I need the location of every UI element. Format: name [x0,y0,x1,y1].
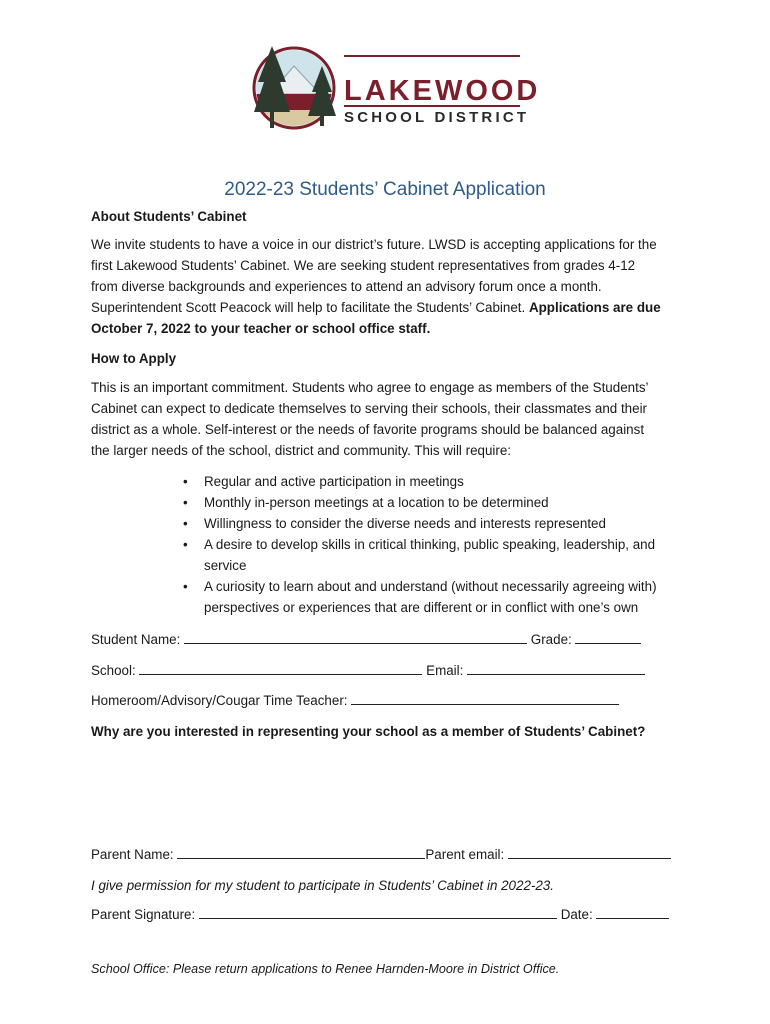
about-line: We invite students to have a voice in our district’s future. LWSD is accepting applications for the [91,237,657,252]
student-name-row [91,630,641,647]
student-name-label: Student Name: [91,632,181,647]
requirements-list [183,471,683,618]
teacher-row [91,691,619,708]
page-title: 2022-23 Students’ Cabinet Application [224,179,546,200]
list-item: • Willingness to consider the diverse needs and interests represented [183,513,683,534]
how-line: district as a whole. Self-interest or the needs of favorite programs should be balanced against [91,422,645,437]
parent-name-row [91,845,671,862]
parent-name-label: Parent Name: [91,847,174,862]
email-label: Email: [426,663,464,678]
grade-field[interactable] [575,630,641,644]
parent-signature-label: Parent Signature: [91,907,196,922]
interest-question: Why are you interested in representing your school as a member of Students’ Cabinet? [91,724,646,739]
parent-signature-field[interactable] [199,905,557,919]
email-field[interactable] [467,661,645,675]
school-field[interactable] [139,661,422,675]
teacher-label: Homeroom/Advisory/Cougar Time Teacher: [91,693,348,708]
parent-email-label: Parent email: [425,847,505,862]
about-line: Superintendent Scott Peacock will help to facilitate the Students’ Cabinet. [91,300,526,315]
list-item: • Monthly in-person meetings at a location to be determined [183,492,683,513]
interest-answer-area[interactable] [91,746,681,838]
about-heading: About Students’ Cabinet [91,209,247,224]
logo-subtitle: SCHOOL DISTRICT [344,109,530,126]
footer-note: School Office: Please return applications to Renee Harnden-Moore in District Office. [91,962,560,976]
student-name-field[interactable] [184,630,527,644]
list-item: • A desire to develop skills in critical thinking, public speaking, leadership, and service [183,534,683,576]
date-field[interactable] [596,905,669,919]
how-line: Cabinet can expect to dedicate themselves to serving their schools, their classmates and their [91,401,647,416]
due-date-line: October 7, 2022 to your teacher or school office staff. [91,321,431,336]
parent-signature-row [91,905,669,922]
permission-statement: I give permission for my student to participate in Students’ Cabinet in 2022-23. [91,878,554,893]
how-heading: How to Apply [91,351,177,366]
parent-email-field[interactable] [508,845,671,859]
grade-label: Grade: [530,632,572,647]
school-row [91,661,645,678]
date-label: Date: [560,907,593,922]
about-paragraph [91,234,691,339]
list-item: • A curiosity to learn about and understand (without necessarily agreeing with) perspectives or experiences that are different or in conflict with one’s own [183,576,683,618]
logo-wordmark: LAKEWOOD [344,75,541,107]
how-paragraph [91,377,691,461]
logo-emblem-icon [250,42,340,138]
teacher-field[interactable] [351,691,619,705]
due-inline: Applications are due [528,300,661,315]
parent-name-field[interactable] [177,845,425,859]
about-line: from diverse backgrounds and experiences to attend an advisory forum once a month. [91,279,602,294]
how-line: This is an important commitment. Students who agree to engage as members of the Students’ [91,380,649,395]
how-line: the larger needs of the school, district and community. This will require: [91,443,512,458]
list-item: • Regular and active participation in meetings [183,471,683,492]
school-label: School: [91,663,136,678]
about-line: first Lakewood Students’ Cabinet. We are seeking student representatives from grades 4-12 [91,258,636,273]
